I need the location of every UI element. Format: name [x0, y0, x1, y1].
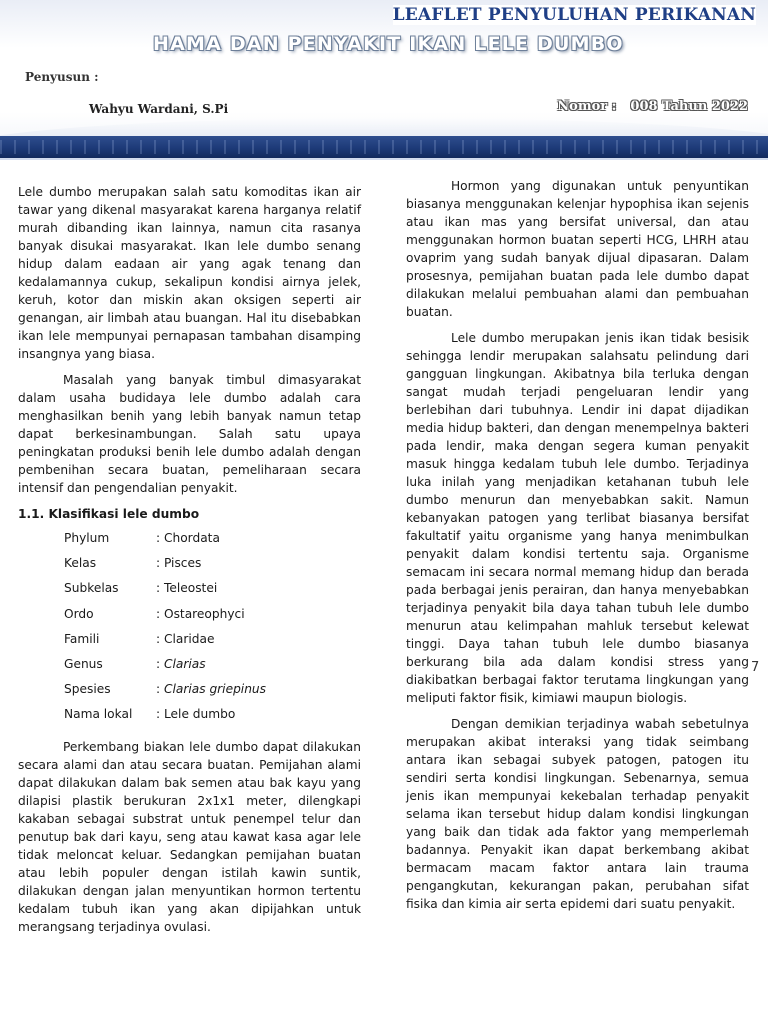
nomor-value: 008 Tahun 2022	[630, 99, 748, 114]
hormone-paragraph: Hormon yang digunakan untuk penyuntikan biasanya menggunakan kelenjar hypophisa ikan sejenis atau ikan mas yang bersifat universal, dan atau menggunakan hormon buatan seperti HCG, LHRH atau ovaprim yang sudah banyak dijual dipasaran. Dalam prosesnya, pemijahan buatan pada lele dumbo dapat dilakukan melalui pembuahan alami dan pembuahan buatan.	[406, 179, 749, 319]
header-band-pattern	[0, 140, 768, 154]
klasifikasi-italic-value: Clarias griepinus	[163, 682, 266, 697]
klasifikasi-value: : Ostareophyci	[156, 606, 245, 621]
klasifikasi-row-nama-lokal	[18, 705, 361, 730]
intro-paragraph: Lele dumbo merupakan salah satu komoditas ikan air tawar yang dikenal masyarakat karena harganya relatif murah dibanding ikan lainnya, namun cita rasanya banyak disukai masyarakat. Ikan lele dumbo senang hidup dalam eadaan air yang agak tenang dan kedalamannya cukup, sekalipun kondisi airnya jelek, keruh, kotor dan miskin akan oksigen seperti air genangan, air limbah atau buangan. Hal itu disebabkan ikan lele mempunyai pernapasan tambahan disamping insangnya yang biasa.	[18, 185, 361, 361]
klasifikasi-value	[156, 680, 361, 698]
klasifikasi-label: Subkelas	[64, 581, 119, 596]
klasifikasi-value: : Claridae	[156, 631, 215, 646]
breeding-paragraph: Perkembang biakan lele dumbo dapat dilakukan secara alami dan atau secara buatan. Pemijahan alami dapat dilakukan dalam bak semen atau bak kayu yang dilapisi plastik berukuran 2x1x1 meter, dilengkapi kakaban sebagai substrat untuk penempel telur dan penutup bak dari kayu, seng atau kawat kasa agar lele tidak meloncat keluar. Sedangkan pemijahan buatan atau lebih populer dengan istilah kawin suntik, dilakukan dengan jalan menyuntikan hormon tertentu kedalam tubuh ikan yang akan dipijahkan untuk merangsang terjadinya ovulasi.	[18, 739, 361, 934]
klasifikasi-colon: :	[156, 682, 164, 697]
klasifikasi-row-famili	[18, 630, 361, 655]
leaflet-header	[0, 0, 768, 160]
klasifikasi-label: Ordo	[64, 606, 94, 621]
klasifikasi-value: : Lele dumbo	[156, 707, 236, 722]
klasifikasi-value: : Chordata	[156, 531, 220, 545]
klasifikasi-label: Phylum	[64, 531, 110, 545]
klasifikasi-row-kelas	[18, 554, 361, 579]
klasifikasi-italic-value: Clarias	[163, 656, 206, 671]
document-number	[557, 99, 748, 114]
main-title: HAMA DAN PENYAKIT IKAN LELE DUMBO	[153, 33, 624, 55]
klasifikasi-value: : Pisces	[156, 556, 202, 571]
klasifikasi-row-subkelas	[18, 579, 361, 604]
klasifikasi-row-spesies	[18, 680, 361, 705]
klasifikasi-row-genus	[18, 655, 361, 680]
penyusun-label: Penyusun :	[25, 70, 99, 84]
klasifikasi-label: Famili	[64, 631, 100, 646]
klasifikasi-row-ordo	[18, 605, 361, 630]
klasifikasi-label: Kelas	[64, 556, 97, 571]
klasifikasi-label: Genus	[64, 656, 103, 671]
page-number: 7	[751, 660, 760, 675]
klasifikasi-row-phylum	[18, 529, 361, 554]
right-column	[406, 177, 749, 921]
klasifikasi-colon: :	[156, 656, 164, 671]
leaflet-title: LEAFLET PENYULUHAN PERIKANAN	[392, 5, 756, 25]
nomor-label: Nomor :	[557, 99, 617, 114]
outbreak-paragraph: Dengan demikian terjadinya wabah sebetulnya merupakan akibat interaksi yang tidak seimbang antara ikan sebagai subyek patogen, patogen itu sendiri serta kondisi lingkungan. Sebenarnya, semua jenis ikan mempunyai kekebalan terhadap penyakit selama ikan tersebut hidup dalam kondisi lingkungan yang baik dan tidak ada faktor yang memperlemah badannya. Penyakit ikan dapat berkembang akibat bermacam macam faktor antara lain trauma pengangkutan, kekurangan pakan, perubahan sifat fisika dan kimia air serta epidemi dari suatu penyakit.	[406, 717, 749, 911]
mucus-paragraph: Lele dumbo merupakan jenis ikan tidak besisik sehingga lendir merupakan salahsatu pelindung dari gangguan lingkungan. Akibatnya bila terluka dengan sangat mudah terjadi pengeluaran lendir yang berlebihan dari tubuhnya. Lendir ini dapat dijadikan media hidup bakteri, dan dengan menempelnya bakteri pada lendir, maka dengan segera kuman penyakit masuk hingga kedalam tubuh lele dumbo. Terjadinya luka inilah yang menjadikan ketahanan tubuh lele dumbo menurun dan menyebabkan sakit. Namun kebanyakan patogen yang terlibat biasanya bersifat fakultatif yaitu organisme yang hanya menimbulkan penyakit dalam kondisi tertentu saja. Organisme semacam ini secara normal memang hidup dan berada pada berbagai jenis perairan, dan hanya menyebabkan terjadinya penyakit bila daya tahan tubuh lele dumbo menurun atau kelimpahan mahluk tersebut kelewat tinggi. Daya tahan tubuh lele dumbo biasanya berkurang bila ada dalam kondisi stress yang diakibatkan berbagai faktor terutama lingkungan yang meliputi faktor fisik, kimiawi maupun biologis.	[406, 331, 749, 705]
klasifikasi-value	[156, 655, 361, 673]
left-column	[18, 183, 361, 944]
author-name: Wahyu Wardani, S.Pi	[89, 102, 229, 116]
section-heading-klasifikasi: 1.1. Klasifikasi lele dumbo	[18, 507, 200, 521]
klasifikasi-value: : Teleostei	[156, 581, 218, 596]
klasifikasi-list	[18, 529, 361, 731]
klasifikasi-label: Nama lokal	[64, 707, 133, 722]
klasifikasi-label: Spesies	[64, 682, 111, 697]
problem-paragraph: Masalah yang banyak timbul dimasyarakat dalam usaha budidaya lele dumbo adalah cara menghasilkan benih yang lebih banyak namun tetap dapat berkesinambungan. Salah satu upaya peningkatan produksi benih lele dumbo adalah dengan pembenihan secara buatan, pemeliharaan secara intensif dan pengendalian penyakit.	[18, 373, 361, 495]
